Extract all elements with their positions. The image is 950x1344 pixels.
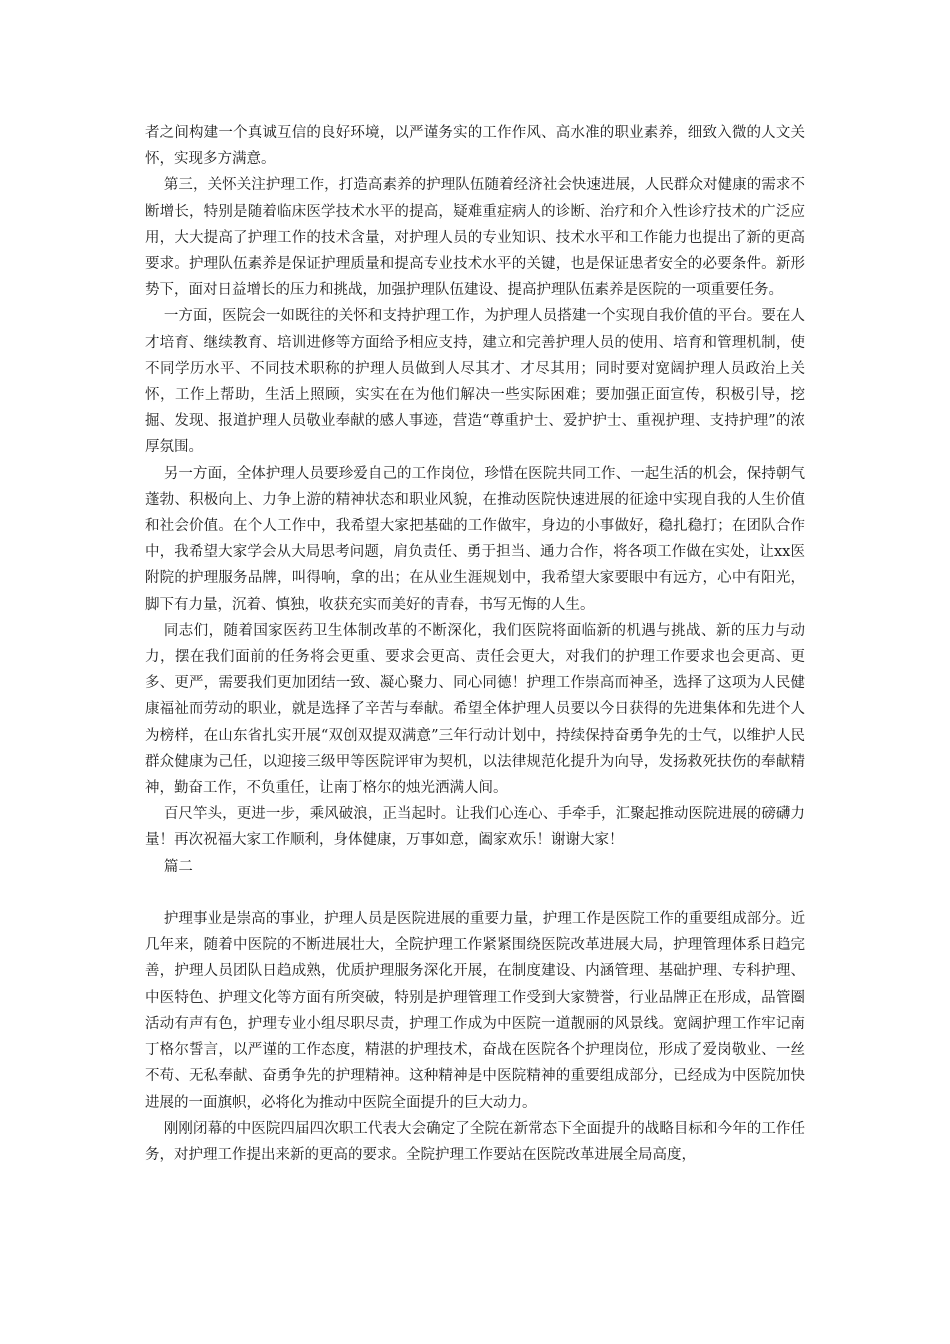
section-spacer: [145, 880, 805, 906]
paragraph-continuation: 者之间构建一个真诚互信的良好环境，以严谨务实的工作作风、高水准的职业素养，细致入微的人文关怀，实现多方满意。: [145, 125, 805, 168]
paragraph-hospital-support: 一方面，医院会一如既往的关怀和支持护理工作，为护理人员搭建一个实现自我价值的平台。要在人才培育、继续教育、培训进修等方面给予相应支持，建立和完善护理人员的使用、培育和管理机制，使不同学历水平、不同技术职称的护理人员做到人尽其才、才尽其用；同时要对宽阔护理人员政治上关怀，工作上帮助，生活上照顾，实实在在为他们解决一些实际困难；要加强正面宣传，积极引导，挖掘、发现、报道护理人员敬业奉献的感人事迹，营造“尊重护士、爱护护士、重视护理、支持护理”的浓厚氛围。: [145, 308, 805, 456]
paragraph-comrades: 同志们，随着国家医药卫生体制改革的不断深化，我们医院将面临新的机遇与挑战、新的压力与动力，摆在我们面前的任务将会更重、要求会更高、责任会更大，对我们的护理工作要求也会更高、更多、更严，需要我们更加团结一致、凝心聚力、同心同德！护理工作崇高而神圣，选择了这项为人民健康福祉而劳动的职业，就是选择了辛苦与奉献。希望全体护理人员要以今日获得的先进集体和先进个人为榜样，在山东省扎实开展“双创双提双满意”三年行动计划中，持续保持奋勇争先的士气，以维护人民群众健康为己任，以迎接三级甲等医院评审为契机，以法律规范化提升为向导，发扬救死扶伤的奉献精神，勤奋工作，不负重任，让南丁格尔的烛光洒满人间。: [145, 622, 805, 797]
paragraph-congress: 刚刚闭幕的中医院四届四次职工代表大会确定了全院在新常态下全面提升的战略目标和今年的工作任务，对护理工作提出来新的更高的要求。全院护理工作要站在医院改革进展全局高度，: [145, 1120, 805, 1163]
section-heading: 篇二: [163, 858, 193, 875]
paragraph-third-point: 第三，关怀关注护理工作，打造高素养的护理队伍随着经济社会快速进展，人民群众对健康的需求不断增长，特别是随着临床医学技术水平的提高，疑难重症病人的诊断、治疗和介入性诊疗技术的广泛应用，大大提高了护理工作的技术含量，对护理人员的专业知识、技术水平和工作能力也提出了新的更高要求。护理队伍素养是保证护理质量和提高专业技术水平的关键，也是保证患者安全的必要条件。新形势下，面对日益增长的压力和挑战，加强护理队伍建设、提高护理队伍素养是医院的一项重要任务。: [145, 177, 805, 299]
paragraph-nursing-career: 护理事业是崇高的事业，护理人员是医院进展的重要力量，护理工作是医院工作的重要组成部分。近几年来，随着中医院的不断进展壮大，全院护理工作紧紧围绕医院改革进展大局，护理管理体系日趋完善，护理人员团队日趋成熟，优质护理服务深化开展，在制度建设、内涵管理、基础护理、专科护理、中医特色、护理文化等方面有所突破，特别是护理管理工作受到大家赞誉，行业品牌正在形成，品管圈活动有声有色，护理专业小组尽职尽责，护理工作成为中医院一道靓丽的风景线。宽阔护理工作牢记南丁格尔誓言，以严谨的工作态度，精湛的护理技术，奋战在医院各个护理岗位，形成了爱岗敬业、一丝不苟、无私奉献、奋勇争先的护理精神。这种精神是中医院精神的重要组成部分，已经成为中医院加快进展的一面旗帜，必将化为推动中医院全面提升的巨大动力。: [145, 911, 805, 1111]
paragraph-closing-wishes: 百尺竿头，更进一步，乘风破浪，正当起时。让我们心连心、手牵手，汇聚起推动医院进展的磅礴力量！再次祝福大家工作顺利，身体健康，万事如意，阖家欢乐！谢谢大家！: [145, 806, 805, 849]
paragraph-nurses-commitment: 另一方面，全体护理人员要珍爱自己的工作岗位，珍惜在医院共同工作、一起生活的机会，保持朝气蓬勃、积极向上、力争上游的精神状态和职业风貌，在推动医院快速进展的征途中实现自我的人生价值和社会价值。在个人工作中，我希望大家把基础的工作做牢，身边的小事做好，稳扎稳打；在团队合作中，我希望大家学会从大局思考问题，肩负责任、勇于担当、通力合作，将各项工作做在实处，让xx医附院的护理服务品牌，叫得响，拿的出；在从业生涯规划中，我希望大家要眼中有远方，心中有阳光，脚下有力量，沉着、慎独，收获充实而美好的青春，书写无悔的人生。: [145, 465, 805, 613]
document-body: [145, 120, 805, 1168]
